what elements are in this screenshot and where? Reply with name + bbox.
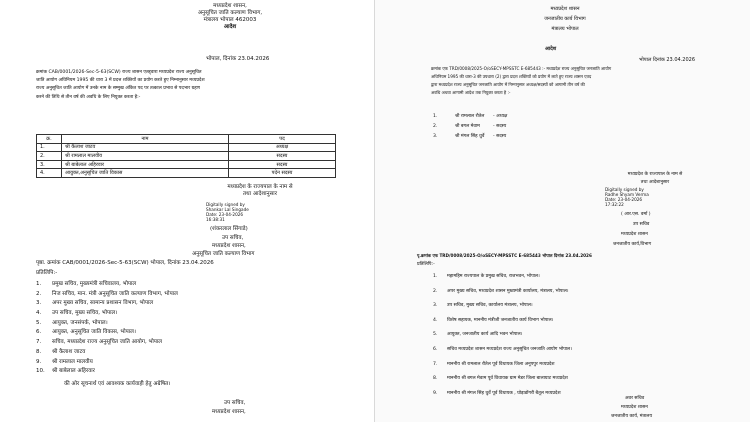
table-row bbox=[37, 143, 336, 152]
column-header: पद bbox=[229, 135, 336, 144]
header-line: अनुसूचित जाति कल्याण विभाग, bbox=[197, 10, 263, 16]
cell-post: अध्यक्ष bbox=[229, 143, 336, 152]
body-line: द्वारा मध्यप्रदेश राज्य अनुसूचित जनजाति आयोग में निम्नानुसार अध्यक्ष/सदस्यों को आगामी तीन वर्ष की bbox=[431, 82, 585, 87]
list-item: 7. सचिव, मध्यप्रदेश राज्य अनुसूचित जाति आयोग, भोपाल bbox=[36, 339, 163, 346]
body-line: अवधि अथवा आगामी आदेश तक नियुक्त करता है :- bbox=[431, 90, 511, 95]
copy-list bbox=[36, 280, 178, 377]
header-line: मध्यप्रदेश शासन, bbox=[213, 3, 247, 9]
list-item: 9. श्री रामलाल मालवीय bbox=[36, 358, 93, 365]
bottom-designation: मध्यप्रदेश शासन bbox=[621, 405, 648, 410]
list-item: 6. आयुक्त, अनुसूचित जाति विकास, भोपाल। bbox=[36, 329, 136, 336]
officer-designation: अनुसूचित जाति कल्याण विभाग bbox=[192, 251, 255, 257]
cell-sn: 3. bbox=[37, 160, 62, 169]
table-row bbox=[37, 169, 336, 178]
list-item: 5. आयुक्त, जनजातीय कार्य आदि भवन भोपाल। bbox=[433, 332, 523, 338]
cell-post: पदेन सदस्य bbox=[229, 169, 336, 178]
appointment-table bbox=[36, 134, 336, 178]
digital-signature-text: Digitally signed by bbox=[206, 202, 245, 207]
table-row bbox=[37, 160, 336, 169]
header-line: जनजातीय कार्य विभाग bbox=[544, 16, 586, 22]
bottom-designation: अवर सचिव bbox=[625, 396, 645, 401]
digital-signature-text: 17:32:22 bbox=[605, 202, 624, 207]
list-item: 8. श्री कैलाश जाटव bbox=[36, 348, 86, 355]
digital-signature-text: 16:38:31 bbox=[206, 217, 225, 222]
copy-to-label: प्रतिलिपि:- bbox=[36, 270, 58, 276]
column-header: नाम bbox=[62, 135, 229, 144]
list-item: 10. श्री बाबेलाल अहिरवार bbox=[36, 368, 95, 375]
closing-line: की ओर सूचनार्थ एवं आवश्यक कार्यवाही हेतु अग्रेषित। bbox=[64, 381, 171, 387]
officer-designation: मध्यप्रदेश शासन, bbox=[212, 243, 246, 249]
copy-to-label: प्रतिलिपि:- bbox=[417, 262, 435, 267]
list-item: 3. श्री मंगल सिंह धुर्वे - सदस्य bbox=[433, 134, 507, 139]
list-item: 8. माननीय श्री बगल मेवाम पूर्व विधायक ग्राम मेडर जिला बालाघाट मध्यप्रदेश bbox=[433, 376, 568, 382]
digital-signature-text: Date: 23-04-2026 bbox=[206, 212, 244, 217]
header-line: मध्यप्रदेश शासन bbox=[550, 6, 580, 12]
officer-name: (शंकरलाल सिंगाडे) bbox=[210, 226, 248, 232]
list-item: 1. महामहिम राज्यपाल के प्रमुख सचिव, राजभवन, भोपाल। bbox=[433, 274, 540, 279]
bottom-designation: उप सचिव, bbox=[224, 400, 246, 406]
list-item: 2. अपर मुख्य सचिव, मध्यप्रदेश शासन मुख्यमंत्री कार्यालय, मंत्रालय, भोपाल। bbox=[433, 288, 569, 294]
list-item: 2. निज सचिव, मान. मंत्री अनुसूचित जाति कल्याण विभाग, भोपाल bbox=[36, 290, 178, 297]
governor-line: मध्यप्रदेश के राज्यपाल के नाम से bbox=[627, 172, 683, 177]
body-line: अधिनियम 1995 की धारा-3 की उपधारा (2) द्वारा प्रदत्त शक्तियों को प्रयोग में लाते हुए राज्य शासन एतद bbox=[431, 74, 592, 79]
body-line: करने की तिथि से तीन वर्ष की अवधि के लिए नियुक्त करता है:- bbox=[36, 95, 141, 100]
cell-post: सदस्य bbox=[229, 160, 336, 169]
digital-signature-text: Date: 23-04-2026 bbox=[605, 197, 643, 202]
governor-line: मध्यप्रदेश के राज्यपाल के नाम से bbox=[227, 184, 293, 190]
list-item: 1. प्रमुख सचिव, मुख्यमंत्री सचिवालय, भोपाल bbox=[36, 281, 137, 287]
body-line: राज्य अनुसूचित जाति आयोग में उनके नाम के सम्मुख अंकित पद पर तत्काल प्रभाव से पदभार ग्रहण bbox=[36, 86, 200, 91]
cell-post: सदस्य bbox=[229, 152, 336, 161]
cell-name: श्री बाबेलाल अहिरवार bbox=[62, 160, 229, 169]
copy-list bbox=[433, 270, 572, 401]
officer-name: ( आर.एस. वर्मा ) bbox=[621, 212, 651, 217]
list-item: 3. अपर मुख्य सचिव, सामान्य प्रशासन विभाग, भोपाल bbox=[36, 300, 154, 307]
cell-name: श्री कैलाश जाटव bbox=[62, 143, 229, 152]
bottom-designation: जनजातीय कार्य, मंत्रालय bbox=[611, 414, 653, 419]
body-line: क्रमांक CAB/0001/2026-Sec-5-63(SCW) राज्य शासन एतद्द्वारा मध्यप्रदेश राज्य अनुसूचित bbox=[36, 70, 202, 75]
order-heading: आदेश bbox=[545, 46, 557, 52]
cell-sn: 4. bbox=[37, 169, 62, 178]
place-date: भोपाल, दिनांक 23.04.2026 bbox=[206, 56, 270, 62]
cell-sn: 2. bbox=[37, 152, 62, 161]
list-item: 4. उप सचिव, मुख्य सचिव, भोपाल। bbox=[36, 310, 118, 317]
list-item: 5. आयुक्त, जनसंपर्क, भोपाल। bbox=[36, 319, 108, 326]
officer-designation: उप सचिव bbox=[633, 222, 650, 227]
list-item: 1. श्री रामलाल रौतेल - अध्यक्ष bbox=[433, 114, 508, 119]
endorsement-number: पृ.क्रमांक एफ TRD/0008/2025-O/oSECY-MPSSTC E-685443 भोपाल दिनांक 23.04.2026 bbox=[417, 253, 592, 258]
member-list bbox=[433, 112, 507, 142]
order-document-tribal-affairs bbox=[375, 0, 750, 422]
order-heading: आदेश bbox=[223, 24, 237, 30]
digital-signature-text: Radhe Shyam Verma bbox=[605, 192, 649, 197]
header-line: मंत्रालय भोपाल 462003 bbox=[203, 17, 257, 23]
bottom-designation: मध्यप्रदेश शासन, bbox=[212, 409, 246, 415]
header-line: मंत्रालय भोपाल bbox=[551, 26, 579, 32]
list-item: 3. उप सचिव, मुख्य सचिव, कार्यालय मंत्रालय, भोपाल। bbox=[433, 303, 533, 309]
order-date: भोपाल दिनांक 23.04.2026 bbox=[639, 57, 696, 63]
list-item: 6. सचिव मध्यप्रदेश शासन मध्यप्रदेश राज्य अनुसूचित जनजाति आयोग भोपाल। bbox=[433, 346, 572, 352]
table-row bbox=[37, 152, 336, 161]
list-item: 9. माननीय श्री मंगल सिंह धुर्वे पूर्व विधायक , घोड़ाडोंगरी बैतूल मध्यप्रदेश bbox=[433, 390, 561, 396]
list-item: 7. माननीय श्री रामलाल रौतेल पूर्व विधायक जिला अनूपपुर मध्यप्रदेश bbox=[433, 361, 555, 367]
list-item: 4. विशेष सहायक, माननीय मंत्रीजी जनजातीय कार्य विभाग भोपाल। bbox=[433, 317, 554, 323]
digital-signature-text: Digitally signed by bbox=[605, 187, 644, 192]
body-line: जाति आयोग अधिनियम 1995 की धारा 3 में प्रदत्त शक्तियों का प्रयोग करते हुए निम्नानुसार मध्यप्रदेश bbox=[36, 78, 205, 83]
cell-sn: 1. bbox=[37, 143, 62, 152]
digital-signature-text: Shankar Lal Singade bbox=[206, 207, 249, 212]
cell-name: श्री रामलाल मालवीय bbox=[62, 152, 229, 161]
column-header: क्र. bbox=[37, 135, 62, 144]
table-header-row bbox=[37, 135, 336, 144]
governor-line: तथा आदेशानुसार bbox=[243, 191, 277, 197]
officer-designation: उप सचिव, bbox=[222, 235, 244, 241]
endorsement-number: पृष्ठा. क्रमांक CAB/0001/2026-Sec-5-63(SCW) भोपाल, दिनांक 23.04.2026 bbox=[36, 260, 214, 266]
body-line: क्रमांक एफ TRD/0008/2025-O/oSECY-MPSSTC E-685443 :- मध्यप्रदेश राज्य अनुसूचित जनजाति आयोग bbox=[431, 66, 612, 71]
officer-designation: मध्यप्रदेश शासन bbox=[621, 232, 648, 237]
governor-line: तथा आदेशानुसार bbox=[640, 180, 670, 185]
officer-designation: जनजातीय कार्य,विभाग bbox=[613, 242, 652, 247]
list-item: 2. श्री बगल मेवाम - सदस्य bbox=[433, 124, 507, 129]
cell-name: आयुक्त,अनुसूचित जाति विकास bbox=[62, 169, 229, 178]
